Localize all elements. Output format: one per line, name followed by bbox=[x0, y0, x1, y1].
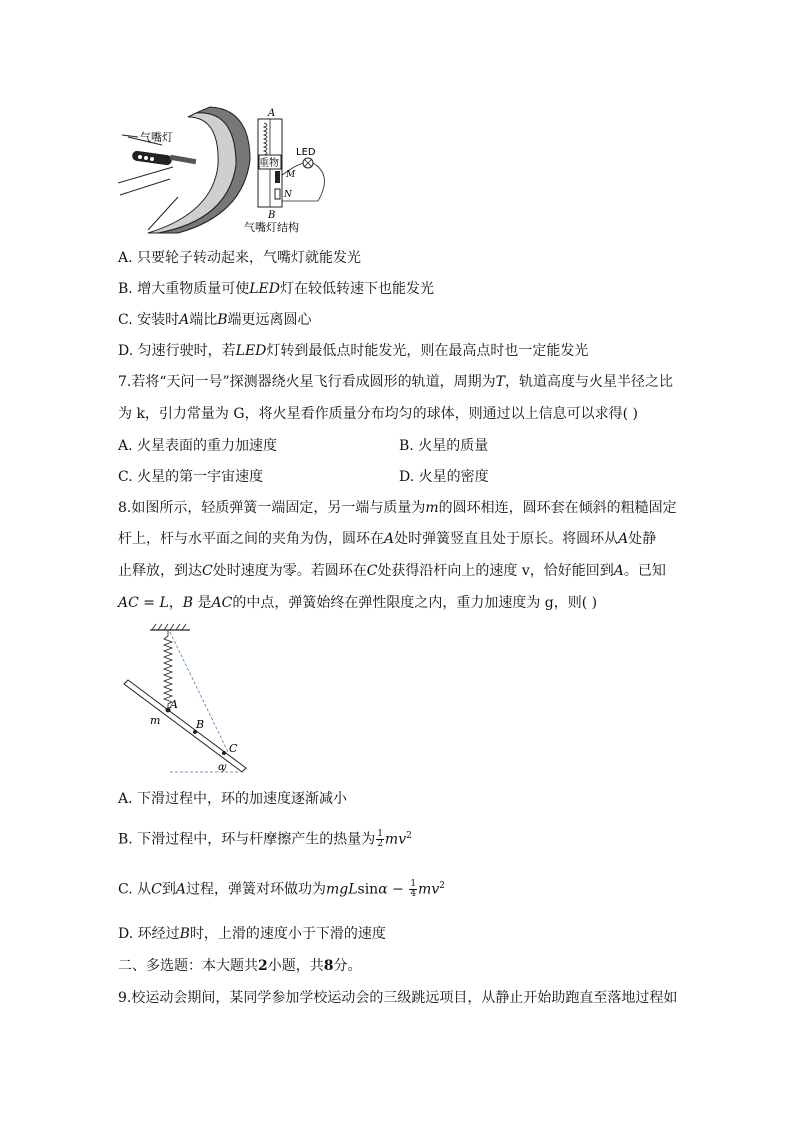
q6-option-b: B. 增大重物质量可使LED灯在较低转速下也能发光 bbox=[118, 281, 434, 297]
q8-stem-line4: AC = L，B 是AC的中点，弹簧始终在弹性限度之内，重力加速度为 g，则( ) bbox=[118, 595, 598, 611]
label-qizuideng: 气嘴灯 bbox=[140, 131, 173, 144]
figure-spring-rod bbox=[118, 622, 258, 780]
spring bbox=[164, 630, 172, 708]
svg-text:A: A bbox=[170, 698, 178, 711]
svg-text:A: A bbox=[268, 108, 276, 119]
svg-text:α: α bbox=[218, 762, 225, 773]
structure-diagram bbox=[244, 108, 324, 234]
svg-text:B: B bbox=[268, 210, 276, 221]
q7-option-c: C. 火星的第一宇宙速度 bbox=[118, 469, 264, 485]
q8-option-a: A. 下滑过程中，环的加速度逐渐减小 bbox=[118, 791, 348, 807]
q8-option-c: C. 从C到A过程，弹簧对环做功为mgLsinα − $\frac{1}{4}$ $mv^2$ bbox=[118, 879, 445, 900]
q8-stem-line3: 止释放，到达C处时速度为零。若圆环在C处获得沿杆向上的速度 v，恰好能回到A。已知 bbox=[118, 563, 666, 579]
svg-text:LED: LED bbox=[296, 147, 316, 158]
q9-stem-line1: 9.校运动会期间，某同学参加学校运动会的三级跳远项目，从静止开始助跑直至落地过程如 bbox=[118, 990, 678, 1006]
q7-stem-line2: 为 k，引力常量为 G，将火星看作质量分布均匀的球体，则通过以上信息可以求得( ) bbox=[118, 406, 638, 422]
q6-option-c: C. 安装时A端比B端更远离圆心 bbox=[118, 312, 312, 328]
figure-valve-lamp bbox=[118, 105, 358, 235]
q7-option-b: B. 火星的质量 bbox=[399, 438, 489, 454]
q8-option-b: B. 下滑过程中，环与杆摩擦产生的热量为 $\frac{1}{2}$ $mv^2$ bbox=[118, 829, 412, 850]
svg-text:C: C bbox=[229, 742, 238, 755]
svg-text:B: B bbox=[196, 718, 205, 731]
figure-caption: 气嘴灯结构 bbox=[244, 221, 299, 234]
q7-option-a: A. 火星表面的重力加速度 bbox=[118, 438, 278, 454]
q8-stem-line1: 8.如图所示，轻质弹簧一端固定，另一端与质量为m的圆环相连，圆环套在倾斜的粗糙固定 bbox=[118, 500, 677, 516]
inclined-rod bbox=[124, 680, 246, 772]
q8-stem-line2: 杆上，杆与水平面之间的夹角为伪，圆环在A处时弹簧竖直且处于原长。将圆环从A处静 bbox=[118, 531, 657, 547]
section-heading-multiple-choice: 二、多选题：本大题共2小题，共8分。 bbox=[118, 958, 362, 974]
q6-option-d: D. 匀速行驶时，若LED灯转到最低点时能发光，则在最高点时也一定能发光 bbox=[118, 343, 589, 359]
q7-stem-line1: 7.若将“天问一号”探测器绕火星飞行看成圆形的轨道，周期为T，轨道高度与火星半径之比 bbox=[118, 374, 674, 390]
valve-lamp-icon bbox=[131, 150, 196, 165]
svg-text:N: N bbox=[284, 190, 292, 200]
svg-text:m: m bbox=[150, 714, 161, 727]
q8-option-d: D. 环经过B时，上滑的速度小于下滑的速度 bbox=[118, 926, 386, 942]
q7-option-d: D. 火星的密度 bbox=[399, 469, 489, 485]
svg-text:M: M bbox=[286, 170, 296, 180]
svg-text:重物: 重物 bbox=[259, 158, 279, 169]
q6-option-a: A. 只要轮子转动起来，气嘴灯就能发光 bbox=[118, 250, 362, 266]
